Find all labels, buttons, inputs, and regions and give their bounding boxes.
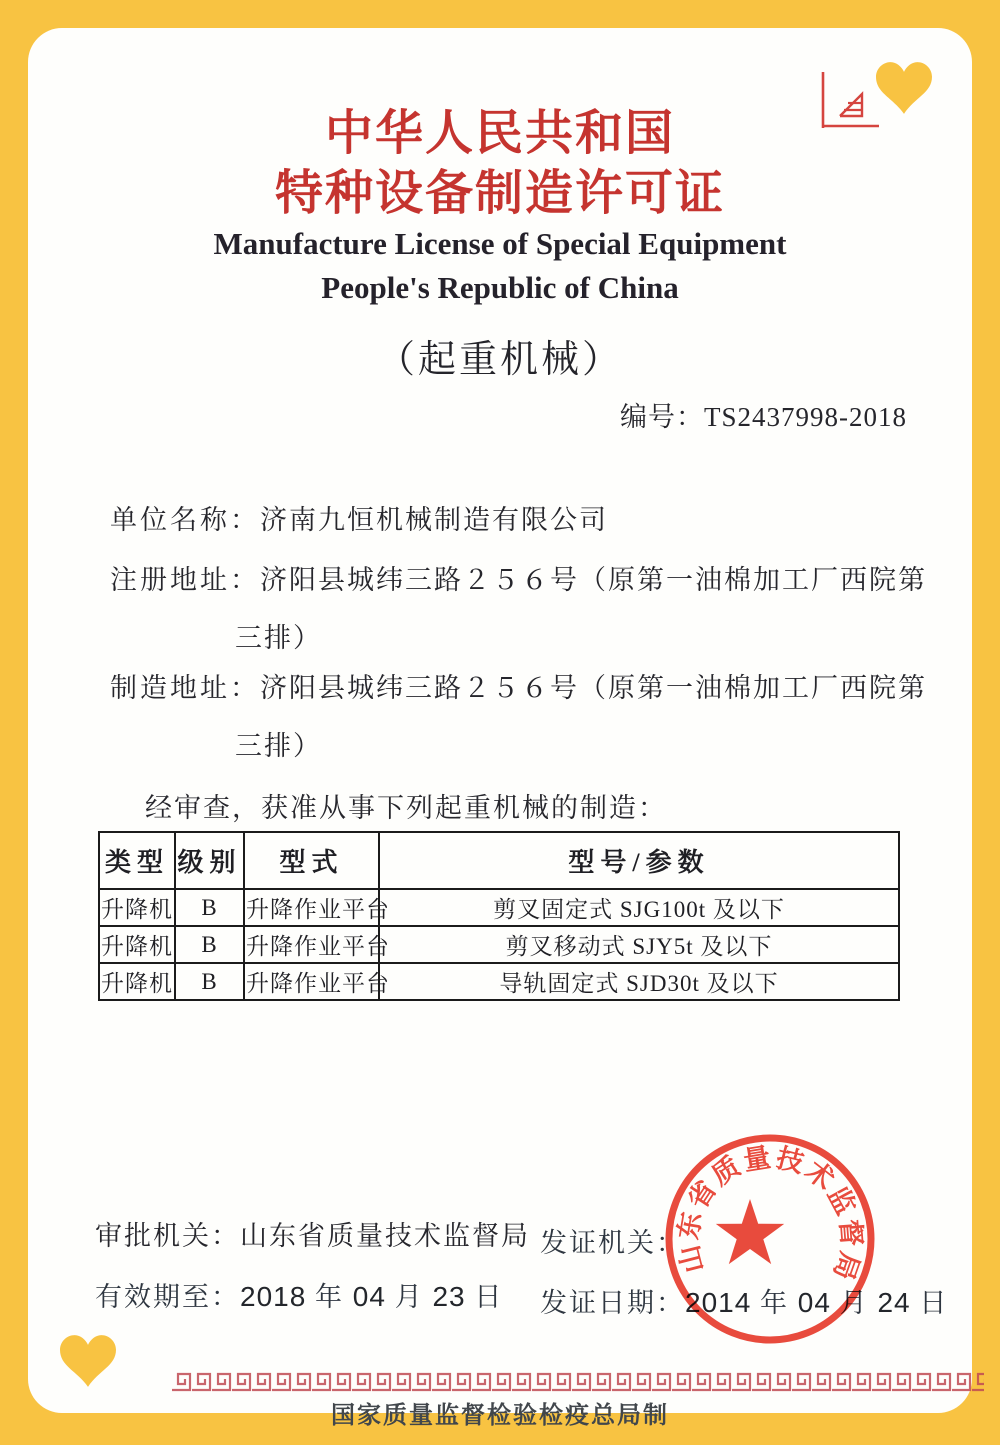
approval-org-value: 山东省质量技术监督局	[240, 1221, 530, 1251]
approval-intro: 经审查，获准从事下列起重机械的制造：	[145, 793, 667, 823]
issue-date-label: 发证日期：	[540, 1288, 685, 1318]
year-char: 年	[315, 1282, 345, 1312]
issue-org-label: 发证机关：	[540, 1228, 685, 1258]
col-header-model: 型号/参数	[379, 832, 899, 889]
certificate-page	[28, 28, 972, 1429]
heart-icon	[60, 1335, 116, 1387]
cell-type: 升降机	[99, 889, 175, 926]
issue-date-month: 04	[797, 1287, 831, 1318]
unit-name-label: 单位名称：	[110, 505, 260, 535]
day-char: 日	[474, 1282, 504, 1312]
valid-until-month: 04	[352, 1281, 386, 1312]
title-en-line2: People's Republic of China	[321, 270, 679, 305]
cell-type: 升降机	[99, 963, 175, 1000]
valid-until-label: 有效期至：	[95, 1282, 240, 1312]
table-row	[99, 926, 899, 963]
month-char: 月	[839, 1288, 869, 1318]
license-number-value: TS2437998-2018	[704, 402, 907, 432]
col-header-level: 级别	[175, 832, 244, 889]
unit-name-value: 济南九恒机械制造有限公司	[260, 505, 608, 535]
meander-border	[172, 1372, 984, 1392]
cell-form: 升降作业平台	[244, 926, 379, 963]
title-en-line1: Manufacture License of Special Equipment	[213, 226, 787, 261]
table-row	[99, 889, 899, 926]
table-header-row	[99, 832, 899, 889]
cell-level: B	[175, 889, 244, 926]
cell-model: 剪叉移动式 SJY5t 及以下	[379, 926, 899, 963]
cell-form: 升降作业平台	[244, 889, 379, 926]
license-number-line	[620, 395, 907, 434]
approval-org-line	[95, 1214, 530, 1253]
title-cn-line2: 特种设备制造许可证	[274, 167, 725, 220]
license-scope-table	[98, 831, 900, 1001]
registered-address-line2: 三排）	[235, 623, 322, 653]
star-icon	[716, 1199, 784, 1264]
corner-mark-icon	[820, 70, 882, 132]
cell-model: 剪叉固定式 SJG100t 及以下	[379, 889, 899, 926]
cell-level: B	[175, 926, 244, 963]
cell-type: 升降机	[99, 926, 175, 963]
table-row	[99, 963, 899, 1000]
issuing-authority-text: 国家质量监督检验检疫总局制	[331, 1403, 669, 1429]
seal-text: 山东省质量技术监督局	[673, 1142, 867, 1284]
registered-address-line1	[110, 558, 927, 597]
approval-org-label: 审批机关：	[95, 1221, 240, 1251]
license-number-label: 编号：	[620, 402, 704, 432]
registered-address-value1: 济阳县城纬三路２５６号（原第一油棉加工厂西院第	[260, 565, 927, 595]
manufacture-address-value1: 济阳县城纬三路２５６号（原第一油棉加工厂西院第	[260, 673, 927, 703]
valid-until-line	[95, 1275, 503, 1314]
issue-date-year: 2014	[685, 1287, 752, 1318]
manufacture-address-label: 制造地址：	[110, 673, 260, 703]
meander-pattern	[172, 1372, 984, 1392]
registered-address-label: 注册地址：	[110, 565, 260, 595]
valid-until-year: 2018	[240, 1281, 307, 1312]
cell-level: B	[175, 963, 244, 1000]
manufacture-address-line2: 三排）	[235, 731, 322, 761]
valid-until-day: 23	[432, 1281, 466, 1312]
month-char: 月	[394, 1282, 424, 1312]
col-header-form: 型式	[244, 832, 379, 889]
official-seal	[655, 1124, 885, 1354]
title-cn-line1: 中华人民共和国	[324, 107, 675, 160]
issue-date-day: 24	[877, 1287, 911, 1318]
col-header-type: 类型	[99, 832, 175, 889]
heart-icon	[876, 62, 932, 114]
year-char: 年	[760, 1288, 790, 1318]
cell-form: 升降作业平台	[244, 963, 379, 1000]
day-char: 日	[919, 1288, 949, 1318]
cell-model: 导轨固定式 SJD30t 及以下	[379, 963, 899, 1000]
unit-name-line	[110, 498, 608, 537]
manufacture-address-line1	[110, 666, 927, 705]
category-label: （起重机械）	[376, 339, 623, 381]
